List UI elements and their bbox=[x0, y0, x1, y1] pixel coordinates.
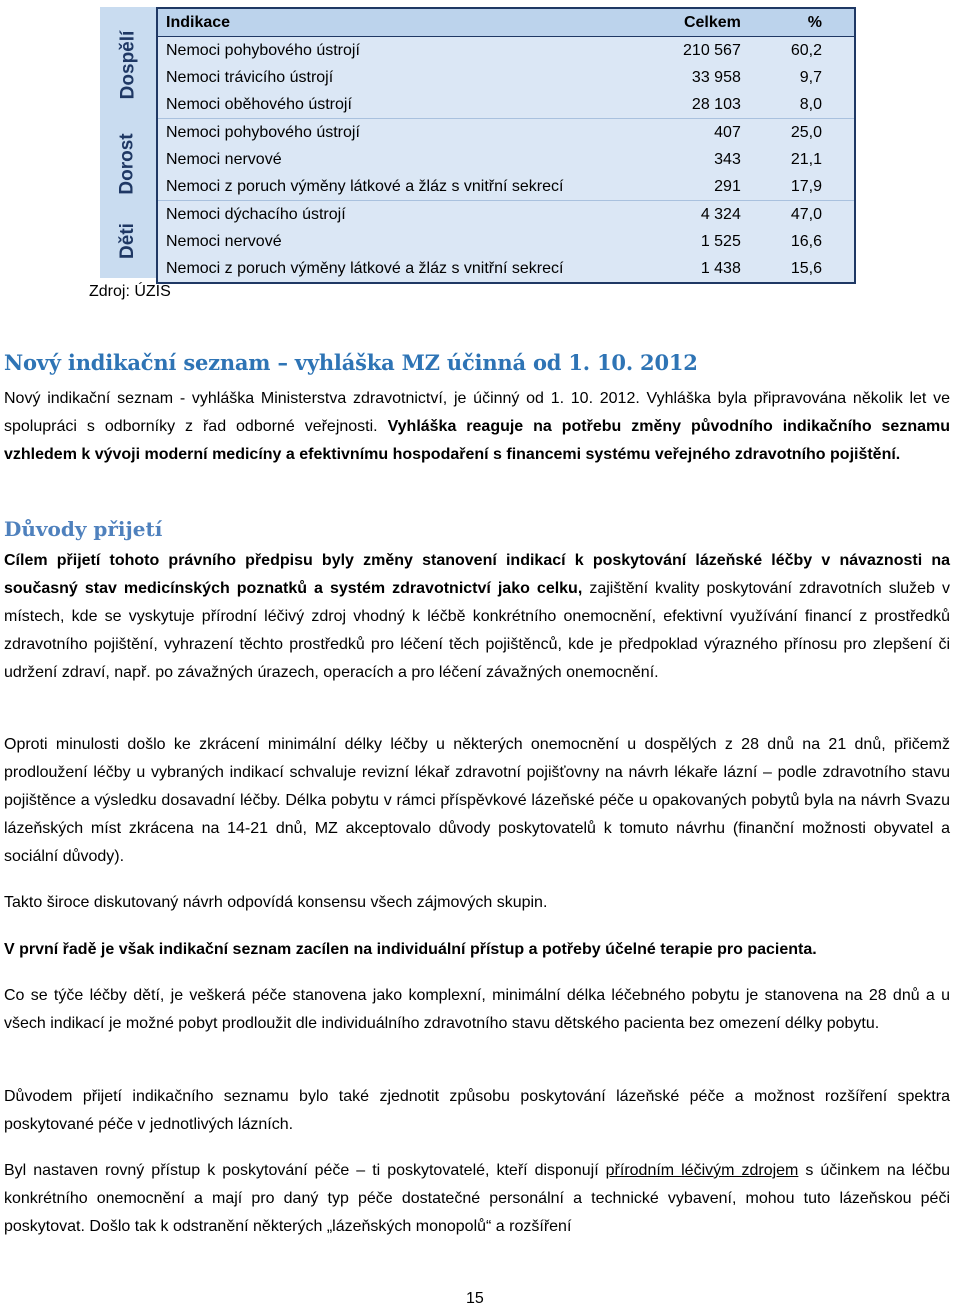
table-row bbox=[157, 91, 855, 119]
table-row bbox=[157, 228, 855, 255]
table-row bbox=[157, 119, 855, 147]
table-row bbox=[157, 255, 855, 283]
row-total: 291 bbox=[624, 173, 783, 201]
row-name: Nemoci nervové bbox=[157, 146, 624, 173]
row-name: Nemoci trávicího ústrojí bbox=[157, 64, 624, 91]
paragraph-intro bbox=[4, 385, 950, 469]
group-label-dorost: Dorost bbox=[100, 123, 156, 204]
indications-table bbox=[156, 7, 856, 284]
row-total: 33 958 bbox=[624, 64, 783, 91]
group-label-dospeli: Dospělí bbox=[100, 7, 156, 123]
row-name: Nemoci pohybového ústrojí bbox=[157, 37, 624, 65]
row-pct: 47,0 bbox=[783, 201, 855, 229]
header-indikace: Indikace bbox=[157, 8, 624, 37]
goals-bold-text: Cílem přijetí tohoto právního předpisu byly změny stanovení indikací k poskytování lázeňské léčby v návaznosti na současný stav medicínských poznatků a systém zdravotnictví jako celku, bbox=[4, 552, 950, 597]
table-row bbox=[157, 173, 855, 201]
table-row bbox=[157, 37, 855, 65]
paragraph-equal-access bbox=[4, 1157, 950, 1241]
row-pct: 15,6 bbox=[783, 255, 855, 283]
paragraph-individual: V první řadě je však indikační seznam zacílen na individuální přístup a potřeby účelné terapie pro pacienta. bbox=[4, 941, 817, 958]
row-name: Nemoci pohybového ústrojí bbox=[157, 119, 624, 147]
row-pct: 8,0 bbox=[783, 91, 855, 119]
table-row bbox=[157, 146, 855, 173]
row-total: 4 324 bbox=[624, 201, 783, 229]
paragraph-consensus: Takto široce diskutovaný návrh odpovídá konsensu všech zájmových skupin. bbox=[4, 894, 548, 911]
row-pct: 16,6 bbox=[783, 228, 855, 255]
goals-text: zajištění kvality poskytování zdravotních služeb v místech, kde se vyskytuje přírodní léčivý zdroj vhodný k léčbě konkrétního onemocnění, efektivní využívání financí z prostředků zdravotního pojištění, vyhrazení těchto prostředků pro léčení těch pojištěnců, kde je předpoklad výrazného přínosu pro zlepšení či udržení zdraví, např. po závažných úrazech, operacích a pro léčení závažných onemocnění. bbox=[4, 580, 950, 681]
header-celkem: Celkem bbox=[624, 8, 783, 37]
equal-access-text-2: s účinkem na léčbu konkrétního onemocnění a mají pro daný typ péče dostatečné personální a technické vybavení, mohou tuto lázeňskou péči poskytovat. Došlo tak k odstranění některých „lázeňských monopolů“ a rozšíření bbox=[4, 1162, 951, 1235]
row-total: 343 bbox=[624, 146, 783, 173]
table-row bbox=[157, 201, 855, 229]
row-total: 28 103 bbox=[624, 91, 783, 119]
paragraph-duration: Oproti minulosti došlo ke zkrácení minimální délky léčby u některých onemocnění u dospělých z 28 dnů na 21 dnů, přičemž prodloužení léčby u vybraných indikací schvaluje revizní lékař zdravotní pojišťovny na návrh lékaře lázní – podle zdravotního stavu pojištěnce a výsledku dosavadní léčby. Délka pobytu v rámci příspěvkové lázeňské péče u opakovaných pobytů byla na návrh Svazu lázeňských míst zkrácena na 14-21 dnů, MZ akceptovalo důvody poskytovatelů k tomuto návrhu (finanční možnosti obyvatel a sociální důvody). bbox=[4, 736, 950, 865]
table-row bbox=[157, 64, 855, 91]
row-total: 210 567 bbox=[624, 37, 783, 65]
row-pct: 9,7 bbox=[783, 64, 855, 91]
natural-source-link[interactable]: přírodním léčivým zdrojem bbox=[605, 1162, 799, 1179]
intro-bold-text: Vyhláška reaguje na potřebu změny původního indikačního seznamu vzhledem k vývoji moderní medicíny a efektivnímu hospodaření s financemi systému veřejného zdravotního pojištění. bbox=[4, 418, 951, 463]
row-pct: 25,0 bbox=[783, 119, 855, 147]
row-pct: 21,1 bbox=[783, 146, 855, 173]
row-name: Nemoci nervové bbox=[157, 228, 624, 255]
equal-access-text: Byl nastaven rovný přístup k poskytování péče – ti poskytovatelé, kteří disponují bbox=[4, 1162, 606, 1179]
paragraph-unification: Důvodem přijetí indikačního seznamu bylo také zjednotit způsobu poskytování lázeňské péče a možnost rozšíření spektra poskytované péče v jednotlivých lázních. bbox=[4, 1088, 950, 1133]
table-source: Zdroj: ÚZIS bbox=[89, 283, 171, 300]
row-name: Nemoci z poruch výměny látkové a žláz s vnitřní sekrecí bbox=[157, 255, 624, 283]
section-heading-new-list: Nový indikační seznam – vyhláška MZ účinná od 1. 10. 2012 bbox=[4, 350, 698, 375]
intro-text: Nový indikační seznam - vyhláška Ministerstva zdravotnictví, je účinný od 1. 10. 2012. Vyhláška byla připravována několik let ve spolupráci s odborníky z řad odborné veřejnosti. bbox=[4, 390, 950, 435]
row-name: Nemoci z poruch výměny látkové a žláz s vnitřní sekrecí bbox=[157, 173, 624, 201]
row-name: Nemoci oběhového ústrojí bbox=[157, 91, 624, 119]
row-total: 1 525 bbox=[624, 228, 783, 255]
section-heading-reasons: Důvody přijetí bbox=[4, 517, 163, 541]
row-pct: 17,9 bbox=[783, 173, 855, 201]
row-name: Nemoci dýchacího ústrojí bbox=[157, 201, 624, 229]
row-pct: 60,2 bbox=[783, 37, 855, 65]
paragraph-goals bbox=[4, 547, 950, 687]
header-pct: % bbox=[783, 8, 855, 37]
row-total: 407 bbox=[624, 119, 783, 147]
paragraph-children: Co se týče léčby dětí, je veškerá péče stanovena jako komplexní, minimální délka léčebného pobytu je stanovena na 28 dnů a u všech indikací je možné pobyt prodloužit dle individuálního zdravotního stavu dětského pacienta bez omezení délky pobytu. bbox=[4, 987, 950, 1032]
table-header-row bbox=[157, 8, 855, 37]
row-total: 1 438 bbox=[624, 255, 783, 283]
indications-table-block bbox=[100, 7, 856, 278]
page-number: 15 bbox=[466, 1290, 484, 1307]
group-label-deti: Děti bbox=[100, 204, 156, 278]
